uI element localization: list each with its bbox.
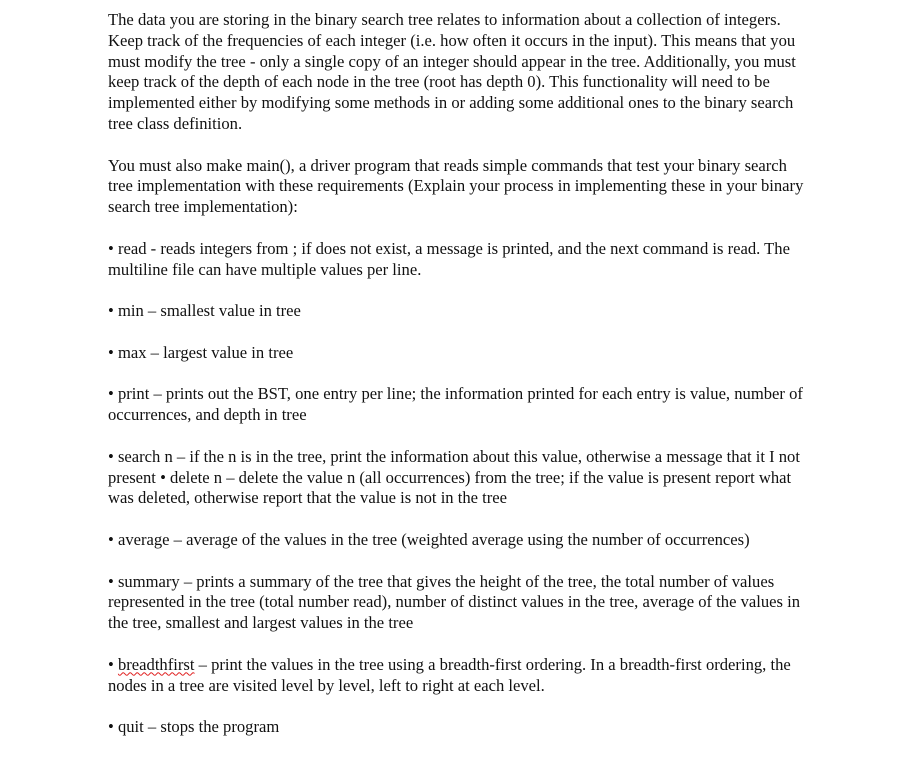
command-max: • max – largest value in tree: [108, 342, 294, 362]
command-breadthfirst: [108, 655, 812, 697]
command-search-delete: • search n – if the n is in the tree, print the information about this value, otherwise a message that it I not present • delete n – delete the value n (all occurrences) from the tree; if the value is present report what was deleted, otherwise report that the value is not in the tree: [108, 446, 800, 508]
command-read: • read - reads integers from ; if does not exist, a message is printed, and the next command is read. The multiline file can have multiple values per line.: [108, 238, 790, 279]
breadthfirst-term: breadthfirst: [117, 654, 195, 674]
document-body: [108, 10, 812, 738]
intro-paragraph: The data you are storing in the binary search tree relates to information about a collection of integers. Keep track of the frequencies of each integer (i.e. how often it occurs in the input). This means that you must modify the tree - only a single copy of an integer should appear in the tree. Additionally, you must keep track of the depth of each node in the tree (root has depth 0). This functionality will need to be implemented either by modifying some methods in or adding some additional ones to the binary search tree class definition.: [108, 10, 796, 133]
breadthfirst-description: – print the values in the tree using a breadth-first ordering. In a breadth-first ordering, the nodes in a tree are visited level by level, left to right at each level.: [108, 654, 791, 695]
command-min: • min – smallest value in tree: [108, 301, 301, 321]
breadthfirst-bullet: •: [108, 654, 118, 674]
command-summary: • summary – prints a summary of the tree that gives the height of the tree, the total number of values represented in the tree (total number read), number of distinct values in the tree, average of the values in the tree, smallest and largest values in the tree: [108, 571, 801, 633]
command-average: • average – average of the values in the tree (weighted average using the number of occurrences): [108, 529, 750, 549]
command-quit: • quit – stops the program: [108, 717, 280, 737]
command-print: • print – prints out the BST, one entry per line; the information printed for each entry is value, number of occurrences, and depth in tree: [108, 384, 803, 425]
driver-paragraph: You must also make main(), a driver program that reads simple commands that test your binary search tree implementation with these requirements (Explain your process in implementing these in your binary search tree implementation):: [108, 155, 804, 217]
